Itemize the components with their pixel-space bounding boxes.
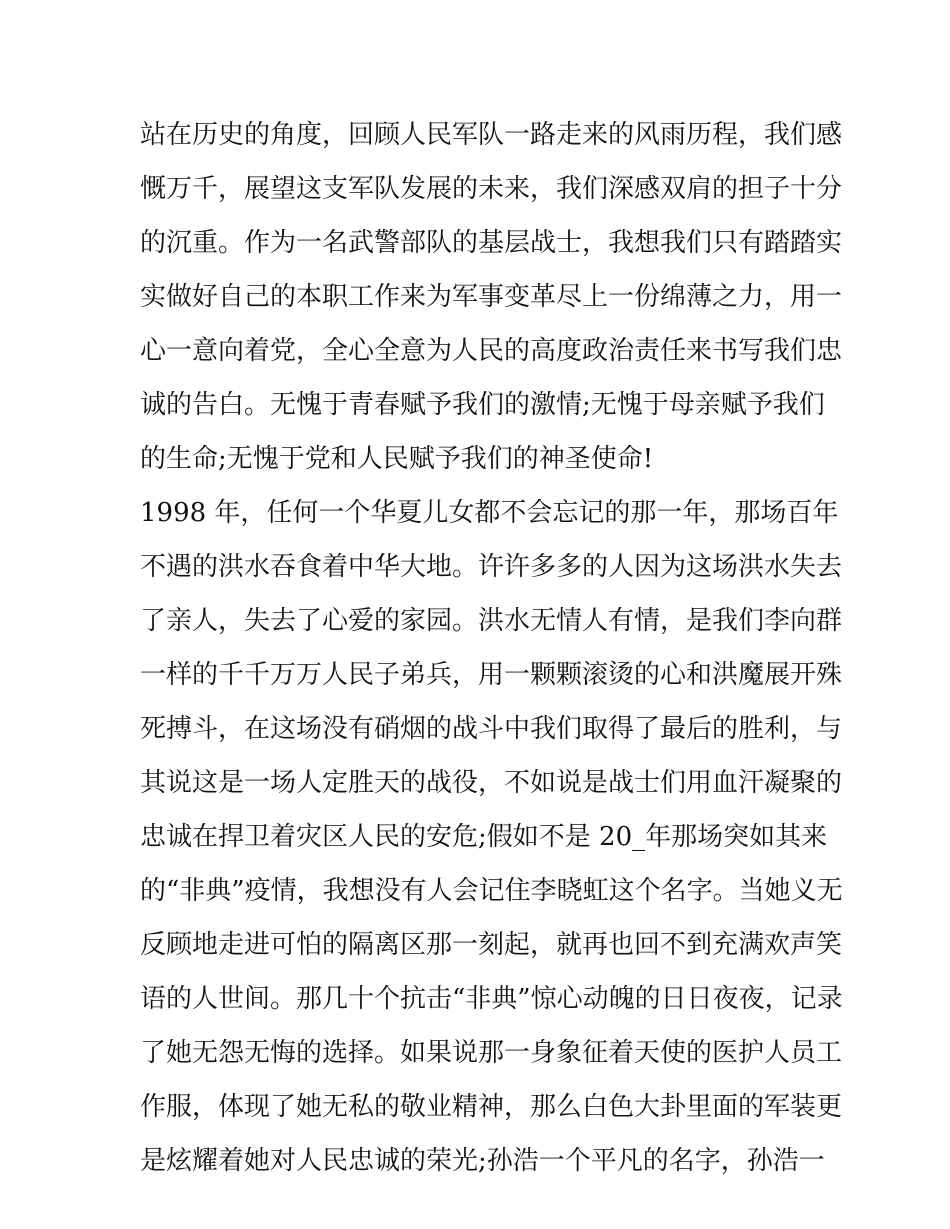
text-line: 其说这是一场人定胜天的战役，不如说是战士们用血汗凝聚的 [140, 768, 843, 798]
body-text [140, 108, 843, 1188]
text-line: 的沉重。作为一名武警部队的基层战士，我想我们只有踏踏实 [140, 228, 843, 258]
text-line: 站在历史的角度，回顾人民军队一路走来的风雨历程，我们感 [140, 120, 843, 150]
text-line: 的“非典”疫情，我想没有人会记住李晓虹这个名字。当她义无 [140, 876, 843, 906]
text-line: 作服，体现了她无私的敬业精神，那么白色大卦里面的军装更 [140, 1092, 843, 1122]
text-line: 慨万千，展望这支军队发展的未来，我们深感双肩的担子十分 [140, 174, 843, 204]
text-line: 是炫耀着她对人民忠诚的荣光;孙浩一个平凡的名字，孙浩一 [140, 1146, 825, 1176]
text-line: 语的人世间。那几十个抗击“非典”惊心动魄的日日夜夜，记录 [140, 984, 843, 1014]
text-line: 心一意向着党，全心全意为人民的高度政治责任来书写我们忠 [140, 336, 843, 366]
text-line: 不遇的洪水吞食着中华大地。许许多多的人因为这场洪水失去 [140, 552, 843, 582]
text-line: 死搏斗，在这场没有硝烟的战斗中我们取得了最后的胜利，与 [140, 714, 843, 744]
text-line: 实做好自己的本职工作来为军事变革尽上一份绵薄之力，用一 [140, 282, 843, 312]
text-line: 的生命;无愧于党和人民赋予我们的神圣使命! [140, 444, 654, 474]
text-line: 反顾地走进可怕的隔离区那一刻起，就再也回不到充满欢声笑 [140, 930, 843, 960]
text-line: 忠诚在捍卫着灾区人民的安危;假如不是 20_年那场突如其来 [140, 822, 828, 852]
text-line: 1998 年，任何一个华夏儿女都不会忘记的那一年，那场百年 [140, 498, 839, 528]
text-line: 一样的千千万万人民子弟兵，用一颗颗滚烫的心和洪魔展开殊 [140, 660, 843, 690]
text-line: 了亲人，失去了心爱的家园。洪水无情人有情，是我们李向群 [140, 606, 843, 636]
text-line: 诚的告白。无愧于青春赋予我们的激情;无愧于母亲赋予我们 [140, 390, 825, 420]
text-line: 了她无怨无悔的选择。如果说那一身象征着天使的医护人员工 [140, 1038, 843, 1068]
